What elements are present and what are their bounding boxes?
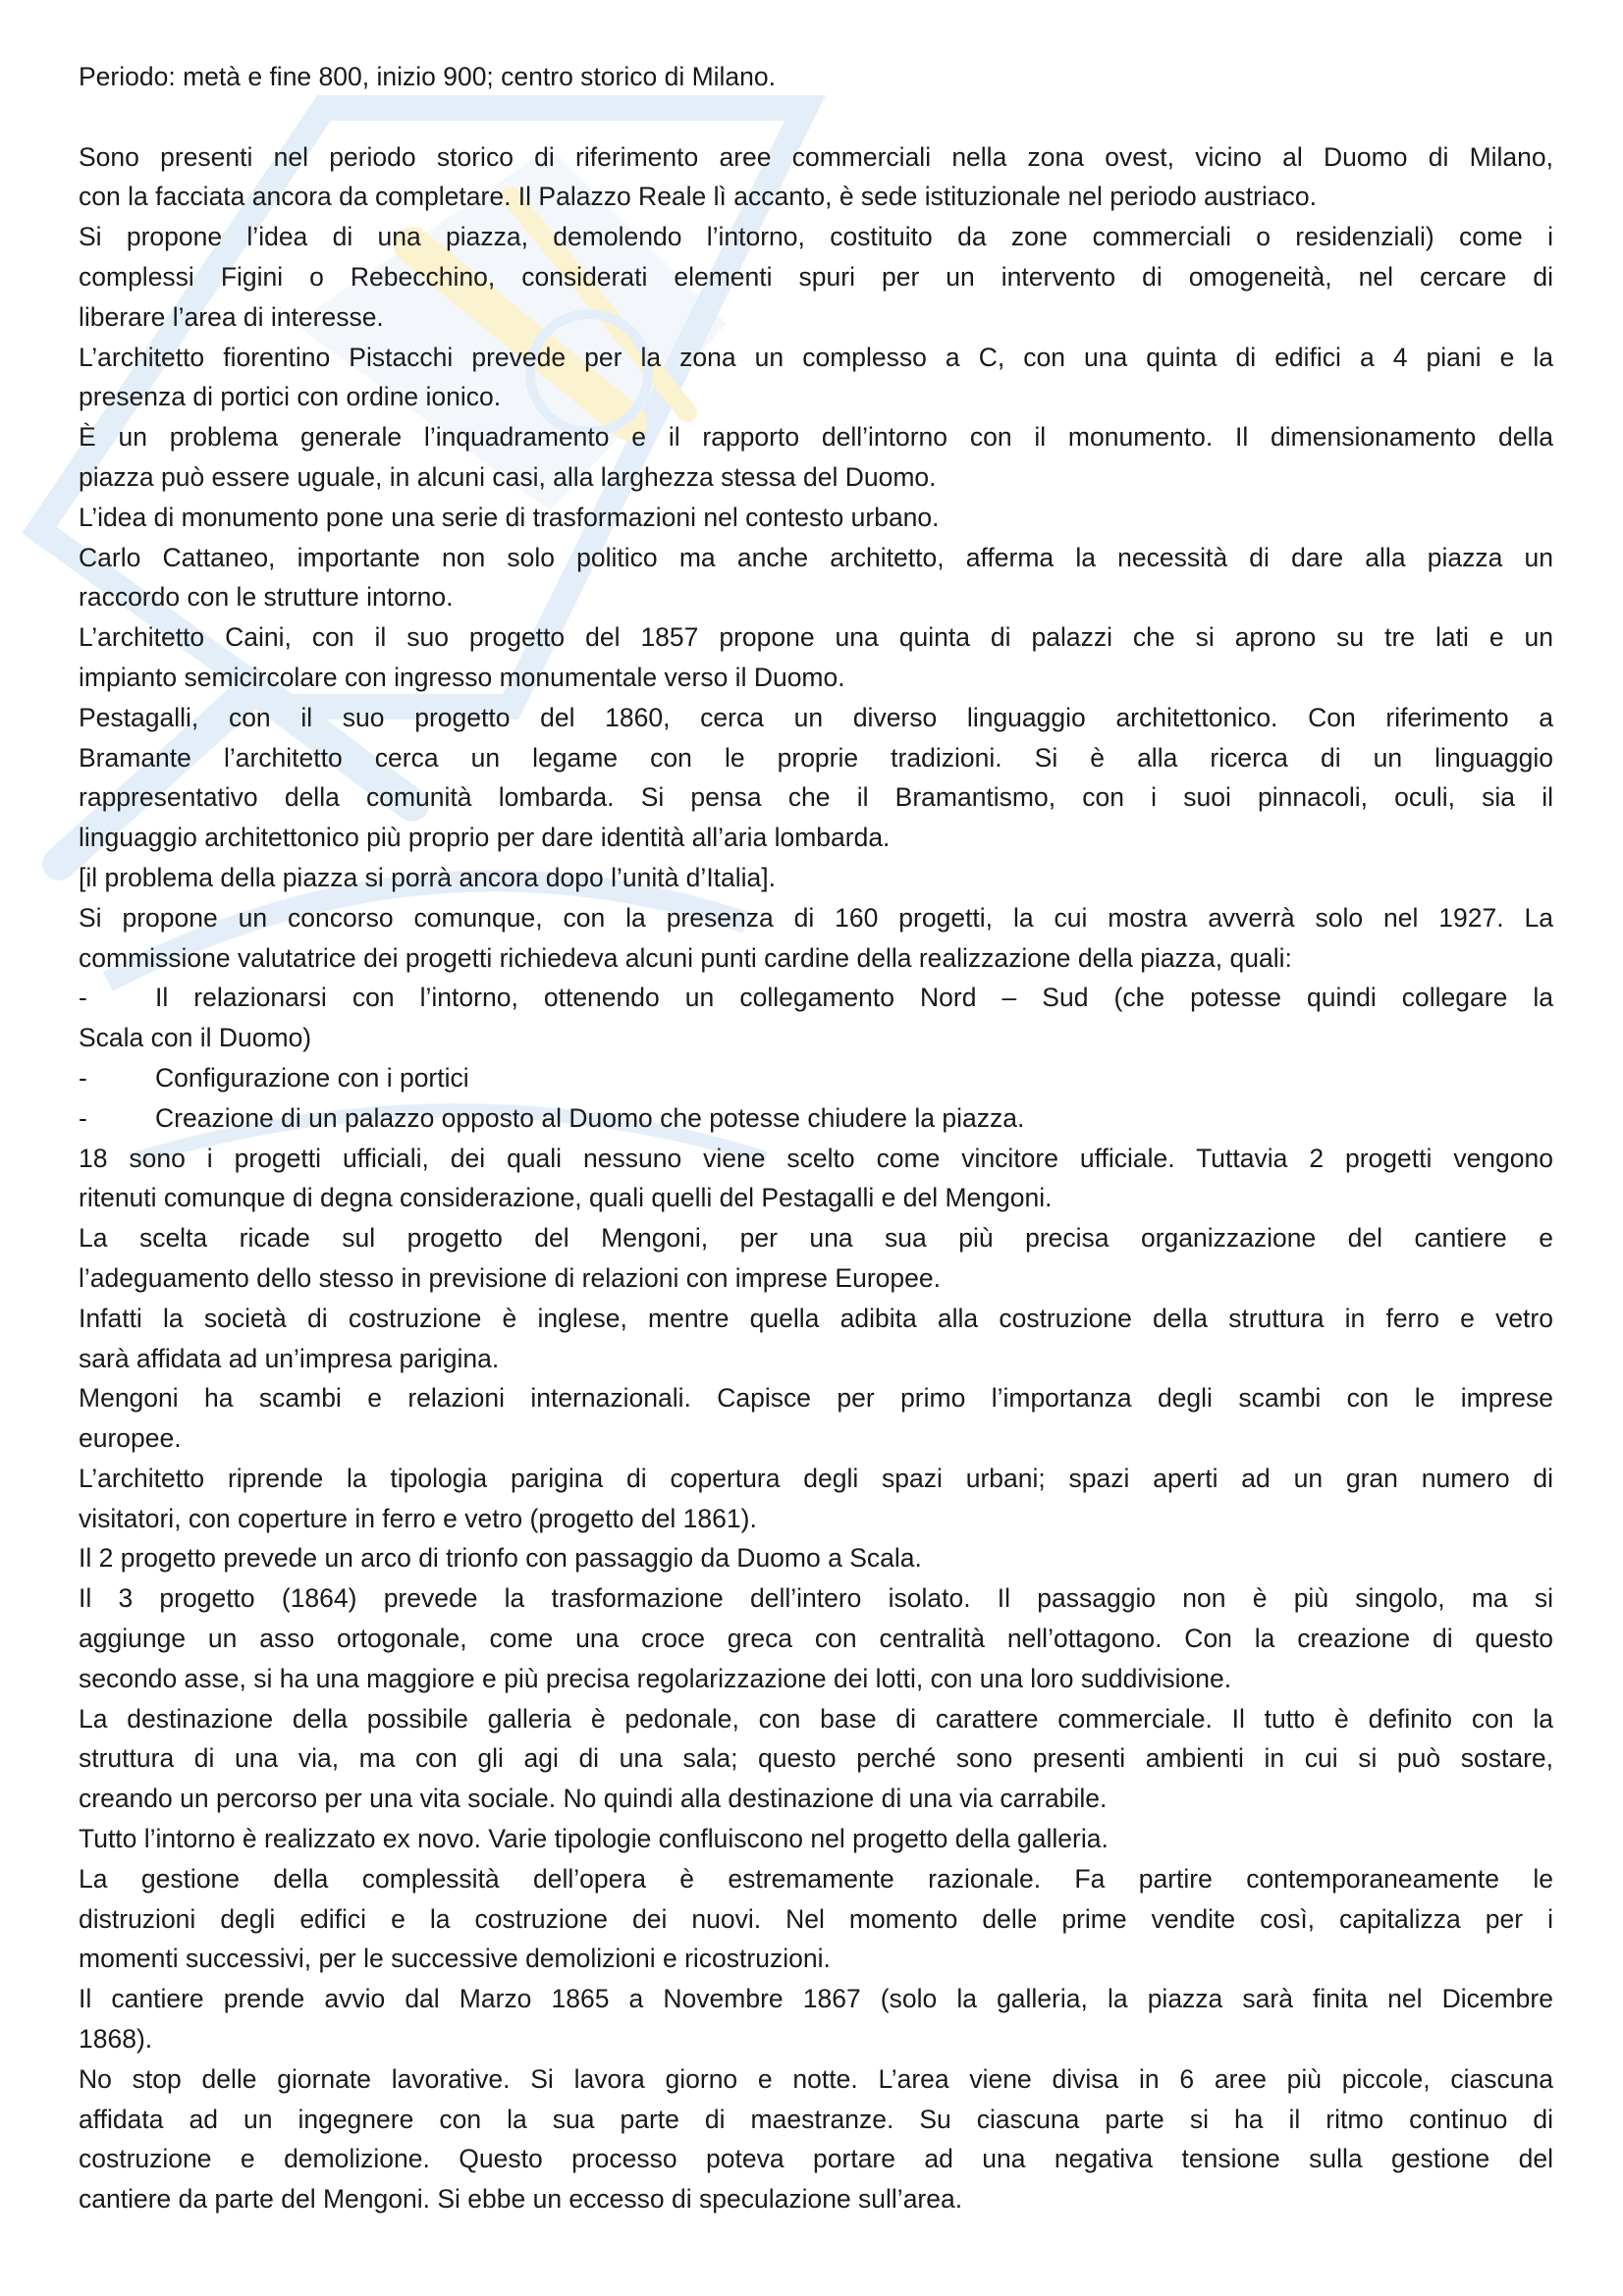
- paragraph-line: ritenuti comunque di degna considerazione, quali quelli del Pestagalli e del Mengoni.: [79, 1183, 1053, 1213]
- paragraph-line: La gestione della complessità dell’opera è estremamente razionale. Fa partire contemporaneamente le: [79, 1863, 1553, 1894]
- paragraph-line: Periodo: metà e fine 800, inizio 900; centro storico di Milano.: [79, 62, 777, 91]
- paragraph-line: con la facciata ancora da completare. Il Palazzo Reale lì accanto, è sede istituzionale nel periodo austriaco.: [79, 182, 1317, 212]
- list-item-continuation: Scala con il Duomo): [79, 1023, 312, 1053]
- paragraph-line: impianto semicircolare con ingresso monumentale verso il Duomo.: [79, 662, 845, 692]
- paragraph-line: Si propone un concorso comunque, con la presenza di 160 progetti, la cui mostra avverrà solo nel 1927. La: [79, 902, 1553, 933]
- paragraph-line: rappresentativo della comunità lombarda. Si pensa che il Bramantismo, con i suoi pinnacoli, oculi, sia il: [79, 782, 1553, 813]
- paragraph-line: Pestagalli, con il suo progetto del 1860, cerca un diverso linguaggio architettonico. Con riferimento a: [79, 702, 1553, 732]
- paragraph-line: distruzioni degli edifici e la costruzione dei nuovi. Nel momento delle prime vendite così, capitalizza per i: [79, 1903, 1553, 1934]
- paragraph-line: Tutto l’intorno è realizzato ex novo. Varie tipologie confluiscono nel progetto della galleria.: [79, 1824, 1109, 1854]
- paragraph-line: No stop delle giornate lavorative. Si lavora giorno e notte. L’area viene divisa in 6 aree più piccole, ciascuna: [79, 2063, 1553, 2094]
- document-body: [79, 57, 1553, 2219]
- paragraph-line: raccordo con le strutture intorno.: [79, 582, 454, 613]
- paragraph-line: Bramante l’architetto cerca un legame con le proprie tradizioni. Si è alla ricerca di un linguaggio: [79, 742, 1553, 773]
- paragraph-line: È un problema generale l’inquadramento e il rapporto dell’intorno con il monumento. Il dimensionamento della: [79, 422, 1553, 453]
- paragraph-line: Il 3 progetto (1864) prevede la trasformazione dell’intero isolato. Il passaggio non è più singolo, ma si: [79, 1583, 1553, 1614]
- paragraph-line: visitatori, con coperture in ferro e vetro (progetto del 1861).: [79, 1503, 757, 1533]
- paragraph-line: Si propone l’idea di una piazza, demolendo l’intorno, costituito da zone commerciali o residenziali) come i: [79, 222, 1553, 252]
- paragraph-line: commissione valutatrice dei progetti richiedeva alcuni punti cardine della realizzazione della piazza, quali:: [79, 942, 1292, 973]
- paragraph-line: 18 sono i progetti ufficiali, dei quali nessuno viene scelto come vincitore ufficiale. Tuttavia 2 progetti vengono: [79, 1143, 1553, 1173]
- paragraph-line: complessi Figini o Rebecchino, considerati elementi spuri per un intervento di omogeneità, nel cercare di: [79, 261, 1553, 292]
- paragraph-line: secondo asse, si ha una maggiore e più precisa regolarizzazione dei lotti, con una loro suddivisione.: [79, 1663, 1232, 1693]
- paragraph-line: sarà affidata ad un’impresa parigina.: [79, 1343, 500, 1373]
- paragraph-line: struttura di una via, ma con gli agi di una sala; questo perché sono presenti ambienti in cui si può sostare,: [79, 1743, 1553, 1774]
- paragraph-line: L’architetto Caini, con il suo progetto del 1857 propone una quinta di palazzi che si aprono su tre lati e un: [79, 622, 1553, 653]
- paragraph-line: Infatti la società di costruzione è inglese, mentre quella adibita alla costruzione della struttura in ferro e vetro: [79, 1303, 1553, 1333]
- list-item-text: Configurazione con i portici: [155, 1062, 469, 1093]
- blank-line: [79, 97, 1553, 137]
- paragraph-line: piazza può essere uguale, in alcuni casi, alla larghezza stessa del Duomo.: [79, 461, 937, 492]
- paragraph-line: europee.: [79, 1423, 182, 1454]
- paragraph-line: cantiere da parte del Mengoni. Si ebbe un eccesso di speculazione sull’area.: [79, 2184, 963, 2215]
- paragraph-line: costruzione e demolizione. Questo processo poteva portare ad una negativa tensione sulla gestione del: [79, 2144, 1553, 2174]
- paragraph-line: presenza di portici con ordine ionico.: [79, 382, 502, 412]
- list-bullet: -: [79, 983, 87, 1013]
- paragraph-line: affidata ad un ingegnere con la sua parte di maestranze. Su ciascuna parte si ha il ritmo continuo di: [79, 2104, 1553, 2134]
- paragraph-line: [il problema della piazza si porrà ancora dopo l’unità d’Italia].: [79, 862, 777, 892]
- list-item-text: Creazione di un palazzo opposto al Duomo che potesse chiudere la piazza.: [155, 1102, 1025, 1133]
- paragraph-line: La scelta ricade sul progetto del Mengoni, per una sua più precisa organizzazione del cantiere e: [79, 1223, 1553, 1254]
- paragraph-line: Il cantiere prende avvio dal Marzo 1865 a Novembre 1867 (solo la galleria, la piazza sarà finita nel Dicembre: [79, 1984, 1553, 2014]
- paragraph-line: L’idea di monumento pone una serie di trasformazioni nel contesto urbano.: [79, 502, 940, 532]
- paragraph-line: liberare l’area di interesse.: [79, 301, 384, 332]
- paragraph-line: Sono presenti nel periodo storico di riferimento aree commerciali nella zona ovest, vicino al Duomo di Milano,: [79, 141, 1553, 172]
- paragraph-line: creando un percorso per una vita sociale. No quindi alla destinazione di una via carrabile.: [79, 1784, 1108, 1814]
- paragraph-line: l’adeguamento dello stesso in previsione di relazioni con imprese Europee.: [79, 1262, 941, 1293]
- paragraph-line: L’architetto riprende la tipologia parigina di copertura degli spazi urbani; spazi aperti ad un gran numero di: [79, 1463, 1553, 1493]
- paragraph-line: aggiunge un asso ortogonale, come una croce greca con centralità nell’ottagono. Con la creazione di questo: [79, 1624, 1553, 1654]
- list-bullet: -: [79, 1062, 87, 1093]
- list-item: [79, 978, 1553, 1018]
- paragraph-line: La destinazione della possibile galleria è pedonale, con base di carattere commerciale. Il tutto è definito con la: [79, 1703, 1553, 1734]
- paragraph-line: Il 2 progetto prevede un arco di trionfo con passaggio da Duomo a Scala.: [79, 1543, 922, 1574]
- paragraph-line: linguaggio architettonico più proprio per dare identità all’aria lombarda.: [79, 823, 891, 853]
- paragraph-line: Mengoni ha scambi e relazioni internazionali. Capisce per primo l’importanza degli scambi con le imprese: [79, 1383, 1553, 1414]
- paragraph-line: 1868).: [79, 2024, 153, 2055]
- list-bullet: -: [79, 1102, 87, 1133]
- paragraph-line: L’architetto fiorentino Pistacchi prevede per la zona un complesso a C, con una quinta di edifici a 4 piani e la: [79, 342, 1553, 372]
- paragraph-line: momenti successivi, per le successive demolizioni e ricostruzioni.: [79, 1944, 831, 1974]
- list-item-text: Il relazionarsi con l’intorno, ottenendo un collegamento Nord – Sud (che potesse quindi collegare la: [155, 983, 1553, 1013]
- list-item: [79, 1098, 1553, 1139]
- list-item: [79, 1058, 1553, 1098]
- paragraph-line: Carlo Cattaneo, importante non solo politico ma anche architetto, afferma la necessità di dare alla piazza un: [79, 542, 1553, 572]
